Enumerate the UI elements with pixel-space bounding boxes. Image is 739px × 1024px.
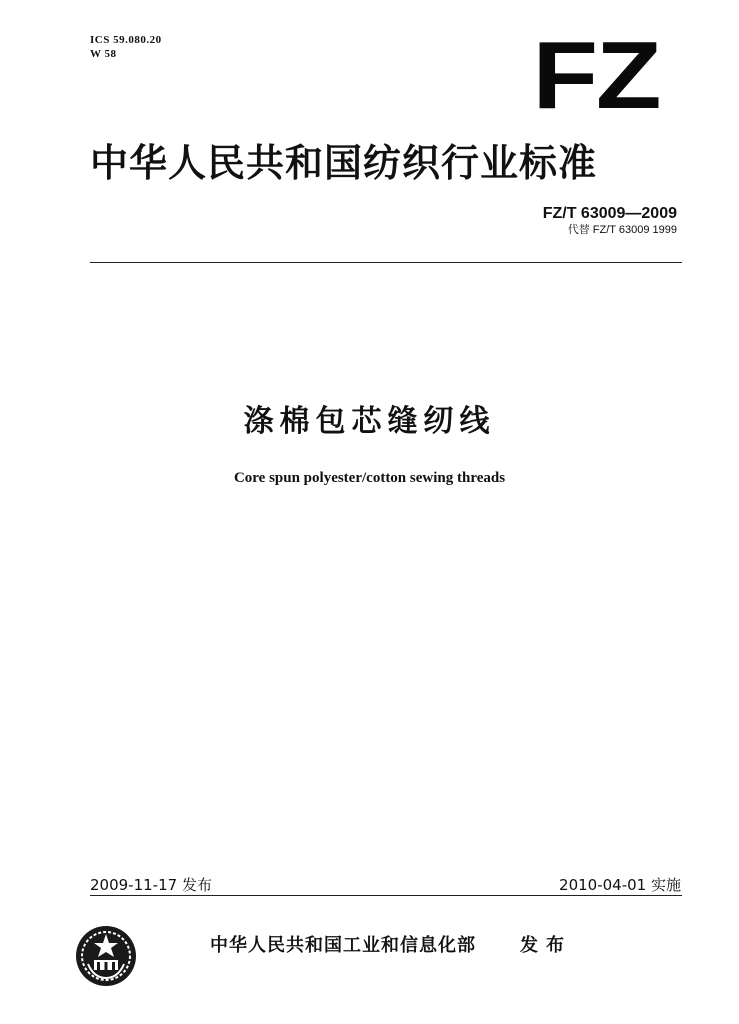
ccs-code: W 58 <box>90 48 117 60</box>
issue-date: 2009-11-17 发布 <box>90 876 212 894</box>
publish-label: 发布 <box>520 935 572 956</box>
fz-logo: FZ <box>532 22 659 129</box>
standard-number: FZ/T 63009—2009 <box>542 205 677 222</box>
bottom-divider <box>90 895 682 896</box>
standard-code-block <box>543 204 677 237</box>
classification-codes <box>90 33 162 61</box>
top-divider <box>90 262 682 263</box>
standard-header-title: 中华人民共和国纺织行业标准 <box>90 141 598 185</box>
ics-code: ICS 59.080.20 <box>90 34 162 46</box>
replaces-standard: 代替 FZ/T 63009 1999 <box>567 224 677 236</box>
effective-date: 2010-04-01 实施 <box>559 876 681 894</box>
document-title-en: Core spun polyester/cotton sewing threads <box>233 470 506 486</box>
national-emblem-icon <box>74 924 138 988</box>
issuing-authority: 中华人民共和国工业和信息化部 <box>210 935 476 956</box>
document-title-cn: 涤棉包芯缝纫线 <box>243 404 496 439</box>
